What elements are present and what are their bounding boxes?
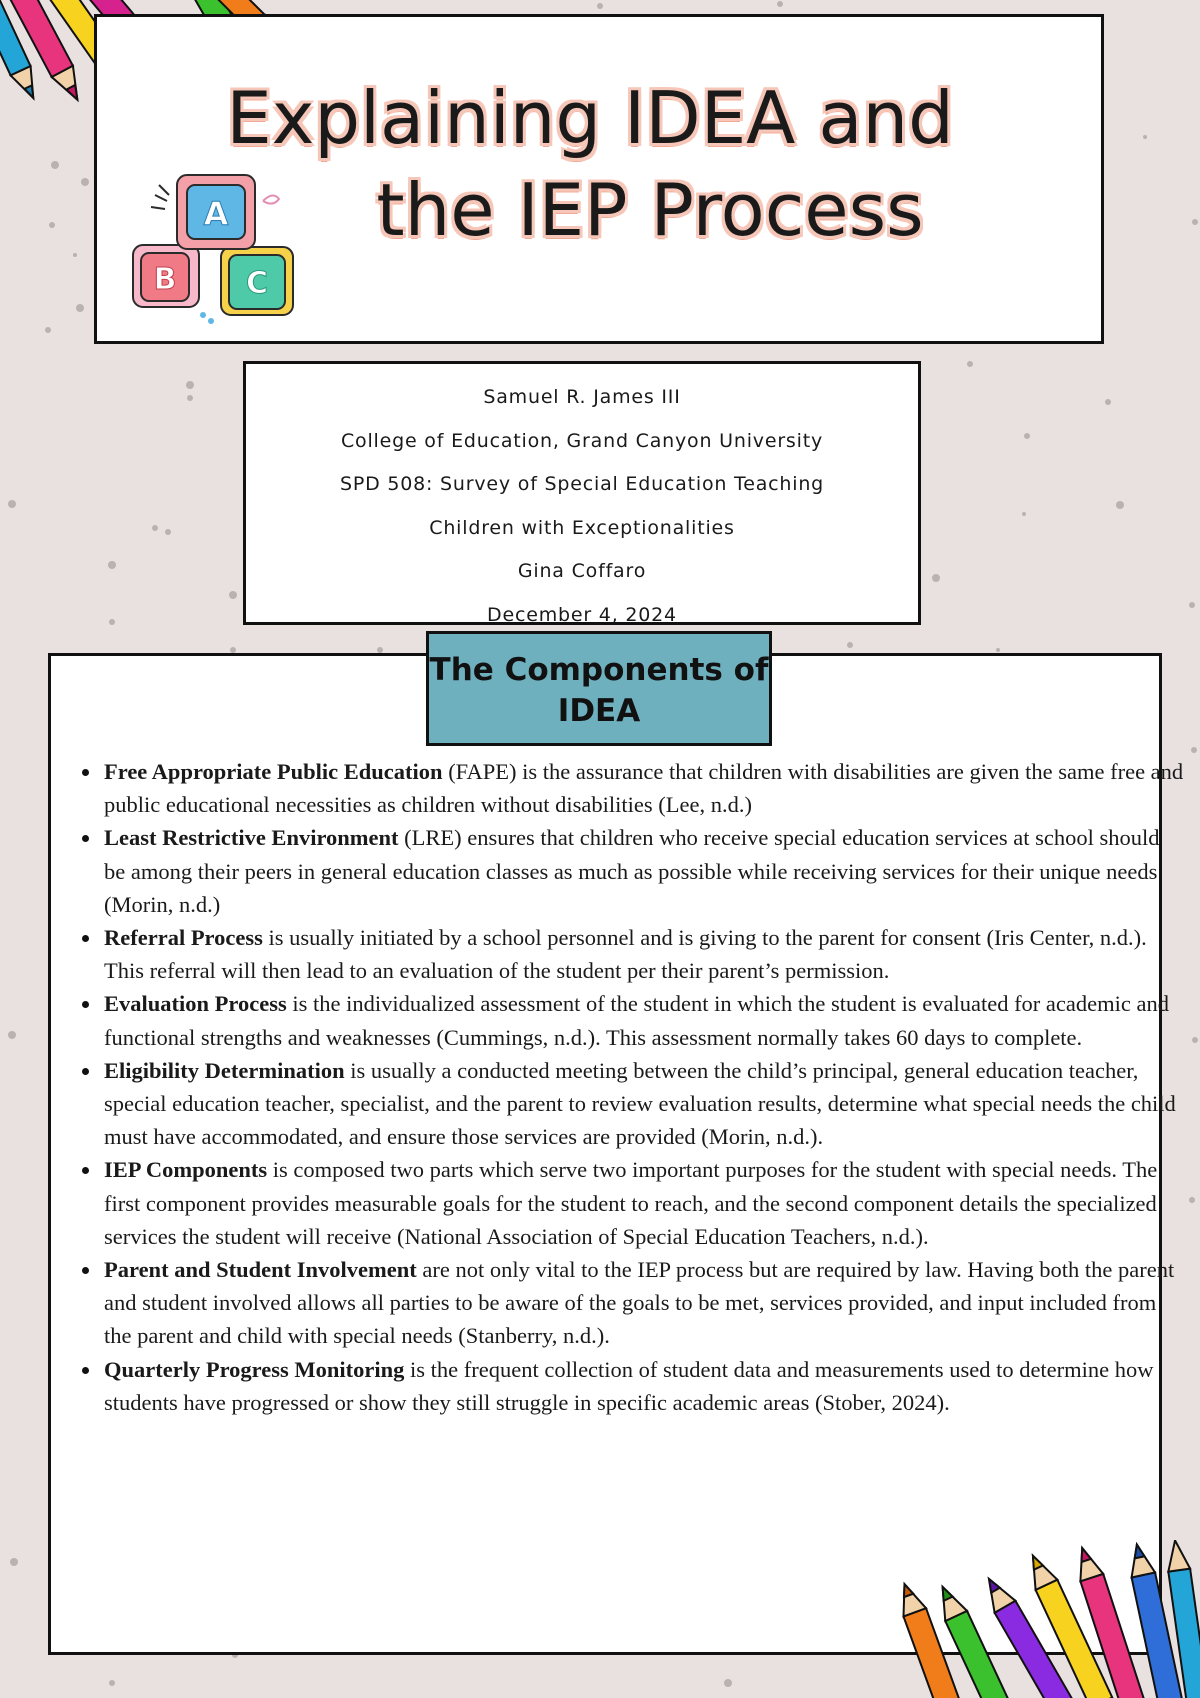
component-term: Free Appropriate Public Education [104,759,443,784]
component-description: is composed two parts which serve two important purposes for the student with special needs. The first component provides measurable goals for the student to reach, and the second component details the specialized services the student will receive (National Association of Special Education Teachers, n.d.). [104,1157,1158,1249]
list-item [104,987,1184,1053]
block-letter-a: A [203,195,229,233]
author-name: Samuel R. James III [483,386,681,408]
component-description: are not only vital to the IEP process but are required by law. Having both the parent and student involved allows all parties to be aware of the goals to be met, services provided, and input included from the parent and child with special needs (Stanberry, n.d.). [104,1257,1175,1349]
author-info-card [243,361,921,625]
course-title-continued: Children with Exceptionalities [429,516,735,539]
component-term: IEP Components [104,1157,268,1183]
list-item [104,1353,1184,1419]
list-item [104,821,1184,921]
component-description: (LRE) ensures that children who receive special education services at school should be among their peers in general education classes as much as possible while receiving services for their unique needs (Morin, n.d.) [104,825,1160,917]
title-line-2: the IEP Process [376,168,924,252]
list-item [104,1054,1184,1154]
colored-pencils-bottom-right [900,1540,1200,1698]
component-description: is the individualized assessment of the student in which the student is evaluated for academic and functional strengths and weaknesses (Cummings, n.d.). This assessment normally takes 60 days to complete. [104,991,1169,1050]
components-list [74,755,1184,1419]
component-description: is the frequent collection of student data and measurements used to determine how students have progressed or show they still struggle in specific academic areas (Stober, 2024). [104,1356,1154,1415]
component-term: Evaluation Process [104,991,287,1017]
list-item [104,1153,1184,1253]
abc-blocks-illustration [125,155,305,325]
component-term: Eligibility Determination [104,1057,345,1083]
block-letter-c: C [245,266,269,301]
section-heading [426,631,772,746]
section-heading-line-2: IDEA [557,693,641,729]
list-item [104,755,1184,821]
component-description: (FAPE) is the assurance that children with disabilities are given the same free and public educational necessities as children without disabilities (Lee, n.d.) [104,759,1184,818]
component-description: is usually initiated by a school personnel and is giving to the parent for consent (Iris Center, n.d.). This referral will then lead to an evaluation of the student per their parent’s permission. [104,925,1147,984]
list-item [104,1253,1184,1353]
title-line-1: Explaining IDEA and [226,76,954,160]
list-item [104,921,1184,987]
course-title: SPD 508: Survey of Special Education Teaching [339,473,825,495]
instructor-name: Gina Coffaro [517,560,647,582]
component-term: Referral Process [104,925,263,951]
submission-date: December 4, 2024 [487,603,677,626]
component-term: Parent and Student Involvement [104,1257,417,1283]
block-letter-b: B [153,262,177,297]
component-term: Quarterly Progress Monitoring [104,1356,405,1382]
section-heading-line-1: The Components of [429,652,769,688]
page-title [200,72,980,256]
college-name: College of Education, Grand Canyon University [340,429,824,452]
component-term: Least Restrictive Environment [104,825,399,851]
component-description: is usually a conducted meeting between the child’s principal, general education teacher, special education teacher, specialist, and the parent to review evaluation results, determine what special needs the child must have accommodated, and ensure those services are provided (Morin, n.d.). [104,1057,1176,1150]
